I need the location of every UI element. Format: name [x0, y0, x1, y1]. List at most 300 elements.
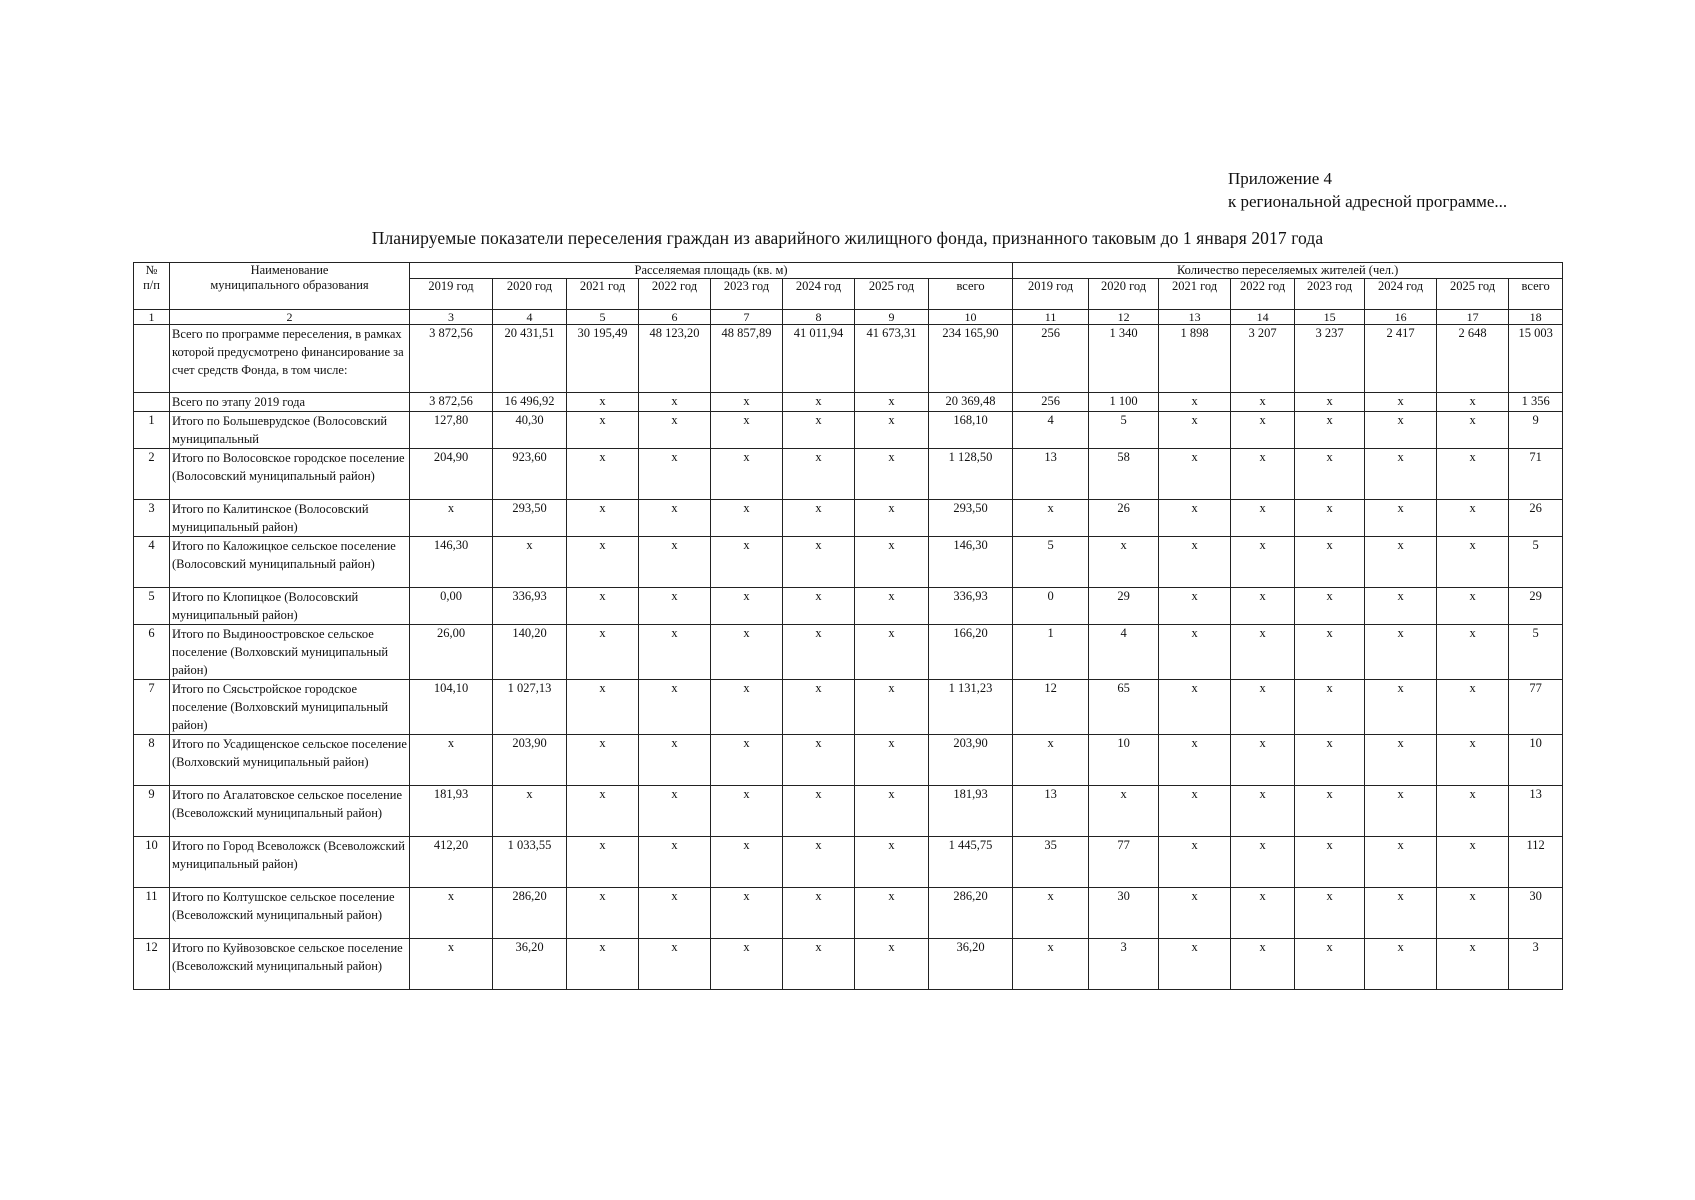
people-value: 12 — [1013, 680, 1089, 735]
table-row — [134, 393, 1563, 412]
people-value: 29 — [1089, 588, 1159, 625]
municipality-name: Итого по Город Всеволожск (Всеволожский муниципальный район) — [170, 837, 410, 888]
table-row — [134, 786, 1563, 837]
row-number: 7 — [134, 680, 170, 735]
appendix-line-2: к региональной адресной программе... — [1228, 192, 1508, 211]
people-value: x — [1013, 888, 1089, 939]
people-value: 30 — [1089, 888, 1159, 939]
table-row — [134, 680, 1563, 735]
people-value: x — [1295, 786, 1365, 837]
area-value: 41 011,94 — [783, 325, 855, 393]
people-value: x — [1295, 939, 1365, 990]
municipality-name: Всего по этапу 2019 года — [170, 393, 410, 412]
row-number: 12 — [134, 939, 170, 990]
people-value: 13 — [1013, 449, 1089, 500]
municipality-name: Итого по Агалатовское сельское поселение (Всеволожский муниципальный район) — [170, 786, 410, 837]
area-value: x — [567, 735, 639, 786]
people-value: 1 340 — [1089, 325, 1159, 393]
header-area-group: Расселяемая площадь (кв. м) — [410, 263, 1013, 279]
people-value: x — [1159, 625, 1231, 680]
table-body — [134, 325, 1563, 990]
area-value: x — [855, 500, 929, 537]
people-value: x — [1437, 625, 1509, 680]
area-value: x — [639, 393, 711, 412]
people-value: 9 — [1509, 412, 1563, 449]
area-value: 48 123,20 — [639, 325, 711, 393]
column-index-cell: 11 — [1013, 310, 1089, 325]
people-value: x — [1295, 393, 1365, 412]
people-value: x — [1295, 735, 1365, 786]
area-value: x — [855, 680, 929, 735]
area-value: x — [639, 588, 711, 625]
people-value: x — [1231, 939, 1295, 990]
area-value: x — [711, 837, 783, 888]
people-value: x — [1365, 625, 1437, 680]
area-value: 0,00 — [410, 588, 493, 625]
area-value: x — [855, 412, 929, 449]
area-value: x — [783, 888, 855, 939]
column-index-cell: 1 — [134, 310, 170, 325]
people-value: x — [1295, 500, 1365, 537]
people-value: x — [1295, 588, 1365, 625]
column-index-cell: 17 — [1437, 310, 1509, 325]
municipality-name: Итого по Сясьстройское городское поселение (Волховский муниципальный район) — [170, 680, 410, 735]
people-value: x — [1365, 786, 1437, 837]
area-value: x — [711, 412, 783, 449]
people-value: 15 003 — [1509, 325, 1563, 393]
table-row — [134, 449, 1563, 500]
people-value: 4 — [1013, 412, 1089, 449]
area-value: 166,20 — [929, 625, 1013, 680]
table-row — [134, 588, 1563, 625]
area-value: x — [410, 939, 493, 990]
row-number: 6 — [134, 625, 170, 680]
people-value: x — [1437, 680, 1509, 735]
people-value: x — [1437, 537, 1509, 588]
column-index-cell: 16 — [1365, 310, 1437, 325]
area-value: x — [639, 939, 711, 990]
header-people-col: 2021 год — [1159, 279, 1231, 310]
area-value: 3 872,56 — [410, 325, 493, 393]
row-number: 5 — [134, 588, 170, 625]
people-value: x — [1365, 537, 1437, 588]
area-value: x — [639, 680, 711, 735]
people-value: x — [1365, 412, 1437, 449]
area-value: 20 369,48 — [929, 393, 1013, 412]
area-value: 336,93 — [929, 588, 1013, 625]
people-value: x — [1159, 837, 1231, 888]
people-value: x — [1365, 680, 1437, 735]
column-index-cell: 2 — [170, 310, 410, 325]
area-value: 203,90 — [493, 735, 567, 786]
people-value: 3 237 — [1295, 325, 1365, 393]
area-value: x — [639, 837, 711, 888]
column-index-cell: 8 — [783, 310, 855, 325]
area-value: x — [783, 393, 855, 412]
people-value: 3 207 — [1231, 325, 1295, 393]
people-value: 35 — [1013, 837, 1089, 888]
header-area-col: 2021 год — [567, 279, 639, 310]
people-value: 1 — [1013, 625, 1089, 680]
header-area-col: 2025 год — [855, 279, 929, 310]
area-value: x — [567, 588, 639, 625]
area-value: x — [855, 393, 929, 412]
row-number: 8 — [134, 735, 170, 786]
people-value: x — [1159, 393, 1231, 412]
header-area-col: 2020 год — [493, 279, 567, 310]
area-value: x — [711, 588, 783, 625]
area-value: 181,93 — [410, 786, 493, 837]
people-value: x — [1295, 625, 1365, 680]
area-value: 26,00 — [410, 625, 493, 680]
people-value: x — [1089, 537, 1159, 588]
area-value: x — [567, 786, 639, 837]
column-index-row — [134, 310, 1563, 325]
people-value: x — [1365, 888, 1437, 939]
column-index-cell: 6 — [639, 310, 711, 325]
area-value: x — [711, 393, 783, 412]
row-number — [134, 393, 170, 412]
area-value: x — [711, 735, 783, 786]
people-value: x — [1159, 888, 1231, 939]
area-value: x — [711, 680, 783, 735]
people-value: 13 — [1509, 786, 1563, 837]
area-value: x — [711, 449, 783, 500]
people-value: x — [1013, 939, 1089, 990]
area-value: x — [783, 786, 855, 837]
people-value: x — [1365, 837, 1437, 888]
appendix-caption — [1228, 167, 1507, 213]
area-value: 146,30 — [410, 537, 493, 588]
header-num-line-2: п/п — [143, 278, 160, 292]
column-index-cell: 5 — [567, 310, 639, 325]
municipality-name: Всего по программе переселения, в рамках которой предусмотрено финансирование за счет средств Фонда, в том числе: — [170, 325, 410, 393]
area-value: x — [855, 837, 929, 888]
area-value: 146,30 — [929, 537, 1013, 588]
people-value: 10 — [1089, 735, 1159, 786]
people-value: x — [1295, 837, 1365, 888]
area-value: 1 131,23 — [929, 680, 1013, 735]
people-value: x — [1231, 786, 1295, 837]
appendix-line-1: Приложение 4 — [1228, 169, 1332, 188]
area-value: 293,50 — [493, 500, 567, 537]
people-value: 77 — [1509, 680, 1563, 735]
area-value: x — [783, 537, 855, 588]
column-index-cell: 13 — [1159, 310, 1231, 325]
header-area-col: 2022 год — [639, 279, 711, 310]
header-area-col: 2023 год — [711, 279, 783, 310]
people-value: x — [1437, 588, 1509, 625]
municipality-name: Итого по Усадищенское сельское поселение (Волховский муниципальный район) — [170, 735, 410, 786]
header-area-col: 2019 год — [410, 279, 493, 310]
area-value: x — [639, 412, 711, 449]
table-row — [134, 837, 1563, 888]
people-value: x — [1365, 393, 1437, 412]
people-value: 5 — [1089, 412, 1159, 449]
people-value: x — [1295, 888, 1365, 939]
header-name-line-1: Наименование — [250, 263, 329, 277]
column-index-cell: 7 — [711, 310, 783, 325]
municipality-name: Итого по Выдиноостровское сельское поселение (Волховский муниципальный район) — [170, 625, 410, 680]
people-value: x — [1365, 588, 1437, 625]
area-value: x — [711, 500, 783, 537]
resettlement-table — [133, 262, 1563, 990]
people-value: 112 — [1509, 837, 1563, 888]
area-value: x — [567, 939, 639, 990]
people-value: x — [1231, 625, 1295, 680]
header-people-group: Количество переселяемых жителей (чел.) — [1013, 263, 1563, 279]
area-value: x — [783, 625, 855, 680]
area-value: 293,50 — [929, 500, 1013, 537]
people-value: 77 — [1089, 837, 1159, 888]
area-value: x — [855, 888, 929, 939]
people-value: 30 — [1509, 888, 1563, 939]
table-row — [134, 537, 1563, 588]
header-people-col: 2025 год — [1437, 279, 1509, 310]
header-people-col: 2019 год — [1013, 279, 1089, 310]
municipality-name: Итого по Каложицкое сельское поселение (Волосовский муниципальный район) — [170, 537, 410, 588]
area-value: 286,20 — [929, 888, 1013, 939]
people-value: 1 356 — [1509, 393, 1563, 412]
column-index-cell: 14 — [1231, 310, 1295, 325]
row-number: 11 — [134, 888, 170, 939]
column-index-cell: 10 — [929, 310, 1013, 325]
area-value: 336,93 — [493, 588, 567, 625]
area-value: x — [855, 625, 929, 680]
people-value: x — [1013, 735, 1089, 786]
people-value: 1 898 — [1159, 325, 1231, 393]
area-value: x — [567, 537, 639, 588]
people-value: 2 648 — [1437, 325, 1509, 393]
people-value: x — [1365, 500, 1437, 537]
column-index-cell: 9 — [855, 310, 929, 325]
people-value: x — [1159, 680, 1231, 735]
people-value: 13 — [1013, 786, 1089, 837]
municipality-name: Итого по Колтушское сельское поселение (Всеволожский муниципальный район) — [170, 888, 410, 939]
people-value: x — [1437, 393, 1509, 412]
area-value: x — [493, 786, 567, 837]
area-value: 1 027,13 — [493, 680, 567, 735]
municipality-name: Итого по Куйвозовское сельское поселение (Всеволожский муниципальный район) — [170, 939, 410, 990]
area-value: 923,60 — [493, 449, 567, 500]
area-value: x — [711, 625, 783, 680]
area-value: 1 033,55 — [493, 837, 567, 888]
area-value: 234 165,90 — [929, 325, 1013, 393]
area-value: x — [410, 735, 493, 786]
people-value: x — [1231, 735, 1295, 786]
row-number: 9 — [134, 786, 170, 837]
area-value: x — [567, 393, 639, 412]
people-value: x — [1295, 537, 1365, 588]
people-value: x — [1295, 412, 1365, 449]
people-value: x — [1437, 449, 1509, 500]
row-number: 4 — [134, 537, 170, 588]
area-value: 36,20 — [493, 939, 567, 990]
area-value: 1 445,75 — [929, 837, 1013, 888]
people-value: 256 — [1013, 325, 1089, 393]
people-value: 2 417 — [1365, 325, 1437, 393]
area-value: x — [711, 888, 783, 939]
area-value: 41 673,31 — [855, 325, 929, 393]
area-value: 3 872,56 — [410, 393, 493, 412]
area-value: x — [855, 735, 929, 786]
area-value: x — [855, 588, 929, 625]
area-value: x — [567, 680, 639, 735]
people-value: x — [1159, 500, 1231, 537]
municipality-name: Итого по Большеврудское (Волосовский муниципальный — [170, 412, 410, 449]
area-value: 48 857,89 — [711, 325, 783, 393]
people-value: x — [1437, 412, 1509, 449]
area-value: 204,90 — [410, 449, 493, 500]
people-value: x — [1159, 588, 1231, 625]
header-people-col: 2023 год — [1295, 279, 1365, 310]
area-value: x — [639, 449, 711, 500]
people-value: 29 — [1509, 588, 1563, 625]
column-index-cell: 18 — [1509, 310, 1563, 325]
area-value: x — [567, 412, 639, 449]
people-value: 4 — [1089, 625, 1159, 680]
table-row — [134, 735, 1563, 786]
area-value: x — [783, 412, 855, 449]
header-people-col: 2022 год — [1231, 279, 1295, 310]
people-value: x — [1159, 537, 1231, 588]
area-value: x — [783, 680, 855, 735]
people-value: 26 — [1089, 500, 1159, 537]
area-value: x — [410, 888, 493, 939]
people-value: x — [1437, 837, 1509, 888]
people-value: 5 — [1509, 625, 1563, 680]
area-value: x — [639, 735, 711, 786]
header-name-line-2: муниципального образования — [210, 278, 369, 292]
people-value: 10 — [1509, 735, 1563, 786]
people-value: x — [1437, 888, 1509, 939]
municipality-name: Итого по Волосовское городское поселение (Волосовский муниципальный район) — [170, 449, 410, 500]
people-value: x — [1089, 786, 1159, 837]
table-row — [134, 625, 1563, 680]
people-value: x — [1231, 449, 1295, 500]
area-value: x — [410, 500, 493, 537]
row-number: 3 — [134, 500, 170, 537]
people-value: x — [1365, 735, 1437, 786]
people-value: 0 — [1013, 588, 1089, 625]
people-value: x — [1231, 888, 1295, 939]
area-value: x — [711, 786, 783, 837]
column-index-cell: 4 — [493, 310, 567, 325]
column-index-cell: 15 — [1295, 310, 1365, 325]
area-value: x — [567, 500, 639, 537]
area-value: 40,30 — [493, 412, 567, 449]
row-number — [134, 325, 170, 393]
people-value: 3 — [1509, 939, 1563, 990]
area-value: x — [855, 786, 929, 837]
people-value: x — [1159, 735, 1231, 786]
people-value: x — [1231, 500, 1295, 537]
people-value: x — [1231, 680, 1295, 735]
area-value: 181,93 — [929, 786, 1013, 837]
people-value: x — [1437, 939, 1509, 990]
area-value: x — [783, 588, 855, 625]
area-value: x — [567, 449, 639, 500]
area-value: x — [639, 537, 711, 588]
people-value: x — [1159, 412, 1231, 449]
area-value: x — [567, 888, 639, 939]
area-value: x — [639, 786, 711, 837]
people-value: x — [1231, 537, 1295, 588]
header-num-line-1: № — [145, 263, 158, 277]
area-value: 127,80 — [410, 412, 493, 449]
row-number: 1 — [134, 412, 170, 449]
area-value: 1 128,50 — [929, 449, 1013, 500]
area-value: x — [567, 625, 639, 680]
header-area-col: 2024 год — [783, 279, 855, 310]
area-value: x — [493, 537, 567, 588]
header-area-col: всего — [929, 279, 1013, 310]
column-index-cell: 12 — [1089, 310, 1159, 325]
area-value: x — [855, 939, 929, 990]
column-index-cell: 3 — [410, 310, 493, 325]
area-value: x — [567, 837, 639, 888]
area-value: 140,20 — [493, 625, 567, 680]
people-value: x — [1159, 939, 1231, 990]
people-value: x — [1365, 449, 1437, 500]
area-value: x — [855, 537, 929, 588]
people-value: 1 100 — [1089, 393, 1159, 412]
document-title: Планируемые показатели переселения граждан из аварийного жилищного фонда, признанного таковым до 1 января 2017 года — [371, 228, 1324, 248]
area-value: 30 195,49 — [567, 325, 639, 393]
area-value: 203,90 — [929, 735, 1013, 786]
row-number: 2 — [134, 449, 170, 500]
area-value: x — [639, 888, 711, 939]
people-value: x — [1231, 837, 1295, 888]
header-people-col: 2020 год — [1089, 279, 1159, 310]
area-value: x — [783, 449, 855, 500]
table-row — [134, 325, 1563, 393]
table-row — [134, 888, 1563, 939]
people-value: x — [1013, 500, 1089, 537]
municipality-name: Итого по Клопицкое (Волосовский муниципальный район) — [170, 588, 410, 625]
area-value: 412,20 — [410, 837, 493, 888]
table-row — [134, 412, 1563, 449]
people-value: 58 — [1089, 449, 1159, 500]
header-people-col: 2024 год — [1365, 279, 1437, 310]
area-value: 20 431,51 — [493, 325, 567, 393]
people-value: x — [1365, 939, 1437, 990]
people-value: x — [1231, 412, 1295, 449]
area-value: x — [783, 735, 855, 786]
people-value: x — [1231, 393, 1295, 412]
table-row — [134, 500, 1563, 537]
people-value: x — [1437, 786, 1509, 837]
area-value: x — [639, 625, 711, 680]
area-value: x — [639, 500, 711, 537]
people-value: x — [1295, 680, 1365, 735]
header-people-col: всего — [1509, 279, 1563, 310]
area-value: 16 496,92 — [493, 393, 567, 412]
people-value: 71 — [1509, 449, 1563, 500]
area-value: x — [783, 500, 855, 537]
people-value: 3 — [1089, 939, 1159, 990]
area-value: 104,10 — [410, 680, 493, 735]
people-value: 65 — [1089, 680, 1159, 735]
people-value: 26 — [1509, 500, 1563, 537]
people-value: 5 — [1509, 537, 1563, 588]
people-value: x — [1437, 500, 1509, 537]
area-value: x — [711, 537, 783, 588]
people-value: x — [1159, 786, 1231, 837]
people-value: 256 — [1013, 393, 1089, 412]
area-value: x — [783, 837, 855, 888]
people-value: x — [1437, 735, 1509, 786]
